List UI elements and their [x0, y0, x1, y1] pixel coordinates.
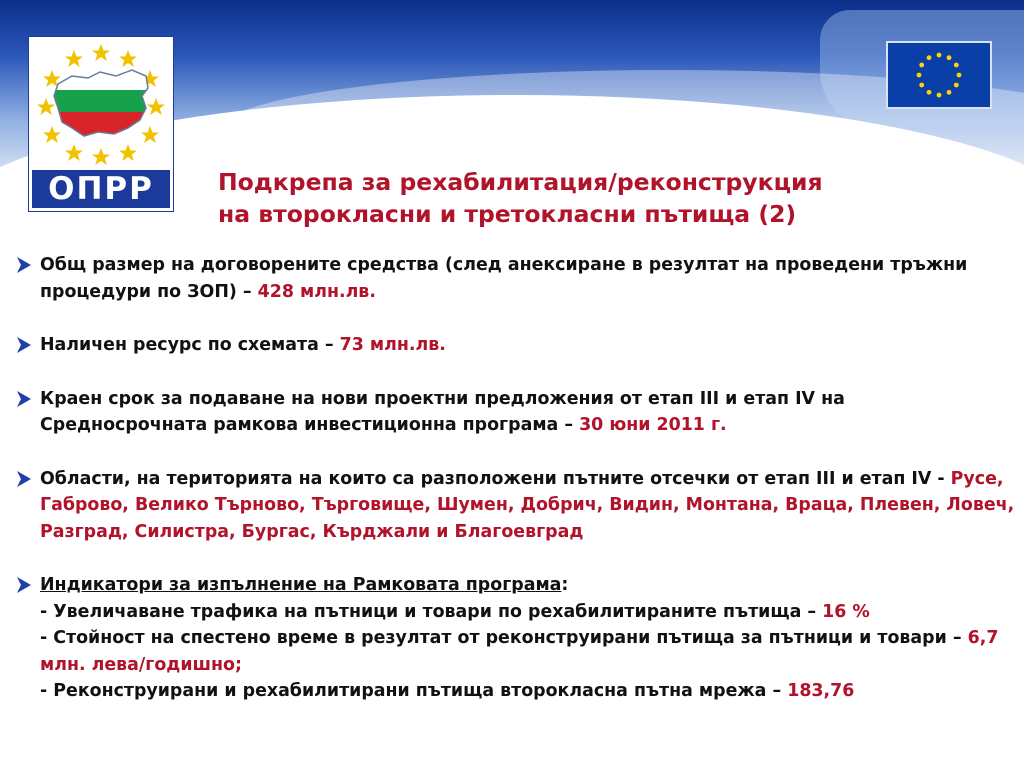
indicator-value: 16 % — [822, 601, 870, 622]
title-line-2: на второкласни и третокласни пътища (2) — [218, 200, 797, 228]
bullet-highlight: 73 млн.лв. — [339, 335, 446, 355]
bullet-text: Общ размер на договорените средства (след анексиране в резултат на проведени тръжни процедури по ЗОП) – — [40, 255, 968, 302]
bullet-arrow-icon — [16, 390, 32, 408]
indicators-heading: Индикатори за изпълнение на Рамковата програма — [40, 575, 562, 595]
page-title — [218, 166, 918, 230]
title-line-1: Подкрепа за рехабилитация/реконструкция — [218, 168, 823, 196]
indicator-text: - Увеличаване трафика на пътници и товари по рехабилитираните пътища – — [40, 601, 823, 622]
indicator-text: - Реконструирани и рехабилитирани пътища второкласна пътна мрежа – — [40, 681, 788, 701]
indicator-value: 6,7 млн. лева/годишно; — [40, 628, 999, 675]
bullet-arrow-icon — [16, 470, 32, 488]
indicators-colon: : — [561, 575, 569, 595]
bullet-text: Краен срок за подаване на нови проектни предложения от етап III и етап IV на Средносрочната рамкова инвестиционна програма – — [40, 388, 845, 435]
oprr-logo — [28, 36, 174, 212]
bullet-highlight: 428 млн.лв. — [257, 281, 376, 302]
bullet-arrow-icon — [16, 256, 32, 274]
bullet-available-resource — [16, 332, 1016, 359]
bullet-highlight: Русе, Габрово, Велико Търново, Търговище, Шумен, Добрич, Видин, Монтана, Враца, Плевен, Ловеч, Разград, Силистра, Бургас, Кърджали и Благоевград — [40, 468, 1015, 542]
indicator-time-saved — [40, 625, 1016, 678]
bullet-deadline — [16, 386, 1016, 439]
indicator-roads — [40, 678, 1016, 705]
bullet-highlight: 30 юни 2011 г. — [579, 415, 727, 435]
bullet-indicators — [16, 572, 1016, 705]
slide-content — [16, 252, 1016, 705]
indicator-text: - Стойност на спестено време в резултат от реконструирани пътища за пътници и товари – — [40, 628, 968, 648]
logo-text: ОПРР — [48, 171, 154, 207]
indicator-value: 183,76 — [787, 681, 855, 701]
bullet-arrow-icon — [16, 336, 32, 354]
eu-flag-icon — [886, 41, 992, 109]
bullet-text: Наличен ресурс по схемата – — [40, 335, 340, 355]
bullet-text: Области, на територията на които са разположени пътните отсечки от етап III и етап IV - — [40, 468, 951, 489]
bullet-arrow-icon — [16, 576, 32, 594]
bullet-contracted-funds — [16, 252, 1016, 305]
bullet-regions — [16, 466, 1016, 546]
indicator-traffic — [40, 599, 1016, 626]
